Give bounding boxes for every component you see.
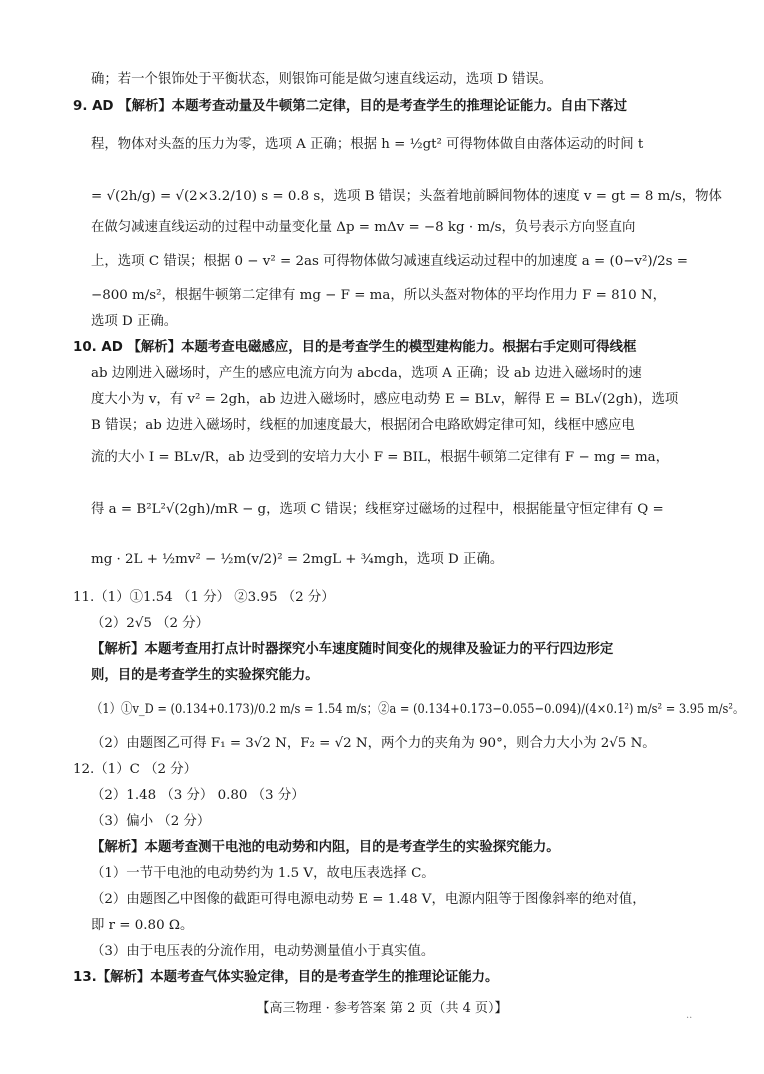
text-line: 在做匀减速直线运动的过程中动量变化量 Δp = mΔv = −8 kg · m/s，负号表示方向竖直向 (91, 220, 636, 235)
text-line: （1）一节干电池的电动势约为 1.5 V，故电压表选择 C。 (91, 866, 435, 881)
text-line: 则，目的是考查学生的实验探究能力。 (91, 668, 319, 683)
text-line: 选项 D 正确。 (91, 314, 178, 329)
text-line: （2）由题图乙中图像的截距可得电源电动势 E = 1.48 V，电源内阻等于图像斜率的绝对值， (91, 892, 646, 907)
text-line: 度大小为 v，有 v² = 2gh，ab 边进入磁场时，感应电动势 E = BLv，解得 E = BL√(2gh)，选项 (91, 392, 679, 407)
text-line: 得 a = B²L²√(2gh)/mR − g，选项 C 错误；线框穿过磁场的过程中，根据能量守恒定律有 Q = (91, 502, 664, 517)
text-line: （1）①v_D = (0.134+0.173)/0.2 m/s = 1.54 m/s；②a = (0.134+0.173−0.055−0.094)/(4×0.1²) m/s² = 3.95 m/s²。 (91, 702, 745, 717)
text-line: （2）1.48 （3 分） 0.80 （3 分） (91, 788, 305, 803)
text-line: 上，选项 C 错误；根据 0 − v² = 2as 可得物体做匀减速直线运动过程中的加速度 a = (0−v²)/2s = (91, 254, 688, 269)
text-line: ab 边刚进入磁场时，产生的感应电流方向为 abcda，选项 A 正确；设 ab 边进入磁场时的速 (91, 366, 642, 381)
text-line: 程，物体对头盔的压力为零，选项 A 正确；根据 h = ½gt² 可得物体做自由落体运动的时间 t (91, 137, 644, 152)
text-line: 流的大小 I = BLv/R，ab 边受到的安培力大小 F = BIL，根据牛顿第二定律有 F − mg = ma， (91, 450, 670, 465)
page-footer: 【高三物理 · 参考答案 第 2 页（共 4 页）】 (256, 1001, 508, 1016)
text-line: 13.【解析】本题考查气体实验定律，目的是考查学生的推理论证能力。 (73, 970, 499, 985)
text-line: 【解析】本题考查测干电池的电动势和内阻，目的是考查学生的实验探究能力。 (91, 840, 560, 855)
text-line: 10. AD 【解析】本题考查电磁感应，目的是考查学生的模型建构能力。根据右手定则可得线框 (73, 340, 637, 355)
footer-mark: .. (686, 1010, 693, 1021)
text-line: （2）由题图乙可得 F₁ = 3√2 N，F₂ = √2 N，两个力的夹角为 90°，则合力大小为 2√5 N。 (91, 736, 656, 751)
text-line: 【解析】本题考查用打点计时器探究小车速度随时间变化的规律及验证力的平行四边形定 (91, 642, 614, 657)
text-line: = √(2h/g) = √(2×3.2/10) s = 0.8 s，选项 B 错误；头盔着地前瞬间物体的速度 v = gt = 8 m/s，物体 (91, 189, 722, 204)
text-line: 12.（1）C （2 分） (73, 762, 198, 777)
text-line: −800 m/s²，根据牛顿第二定律有 mg − F = ma，所以头盔对物体的平均作用力 F = 810 N， (91, 288, 667, 303)
text-line: （2）2√5 （2 分） (91, 616, 210, 631)
text-line: 11.（1）①1.54 （1 分） ②3.95 （2 分） (73, 590, 335, 605)
text-line: 确；若一个银饰处于平衡状态，则银饰可能是做匀速直线运动，选项 D 错误。 (91, 72, 553, 87)
text-line: （3）偏小 （2 分） (91, 814, 211, 829)
text-line: （3）由于电压表的分流作用，电动势测量值小于真实值。 (91, 944, 435, 959)
text-line: 即 r = 0.80 Ω。 (91, 918, 194, 933)
text-line: mg · 2L + ½mv² − ½m(v/2)² = 2mgL + ¾mgh，选项 D 正确。 (91, 552, 504, 567)
text-line: B 错误；ab 边进入磁场时，线框的加速度最大，根据闭合电路欧姆定律可知，线框中感应电 (91, 418, 635, 433)
text-line: 9. AD 【解析】本题考查动量及牛顿第二定律，目的是考查学生的推理论证能力。自由下落过 (73, 99, 628, 114)
